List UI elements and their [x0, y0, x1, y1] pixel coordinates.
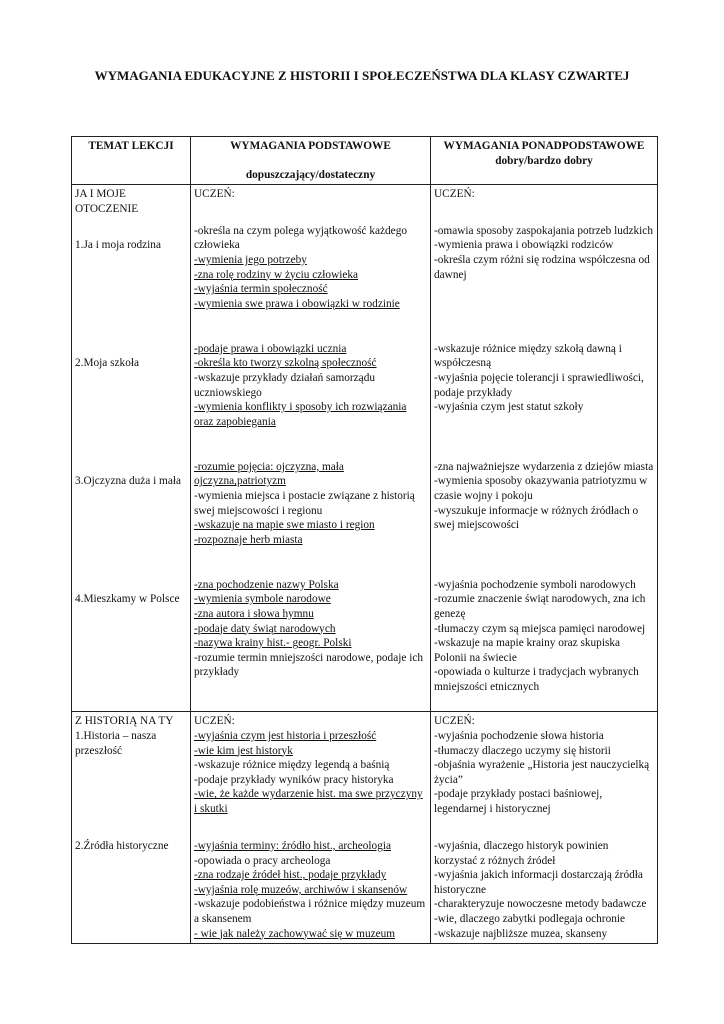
requirement-item: [434, 400, 654, 415]
requirement-item: [434, 504, 654, 533]
requirement-text: -wskazuje różnice między szkołą dawną i współczesną: [434, 342, 622, 370]
requirement-item: [194, 854, 427, 869]
section-title: Z HISTORIĄ NA TY: [75, 715, 174, 728]
requirement-text: -podaje prawa i obowiązki ucznia: [194, 342, 347, 355]
requirement-item: [434, 636, 654, 665]
requirement-text: -opowiada o kulturze i tradycjach wybranych mniejszości etnicznych: [434, 666, 639, 693]
extended-intro: UCZEŃ:: [434, 715, 475, 728]
requirement-text: -wymienia prawa i obowiązki rodziców: [434, 239, 614, 252]
section-title: JA I MOJE OTOCZENIE: [75, 188, 139, 215]
requirement-item: [434, 787, 654, 816]
requirement-item: [434, 371, 654, 400]
requirement-item: [194, 578, 427, 593]
requirement-text: - wie jak należy zachowywać się w muzeum: [194, 927, 396, 940]
basic-intro: UCZEŃ:: [194, 188, 235, 201]
topic-name: 4.Mieszkamy w Polsce: [75, 593, 180, 606]
requirement-item: [194, 927, 427, 942]
extended-topic-block: [434, 342, 654, 430]
extended-topic-block: [434, 729, 654, 817]
header-extended-grades: dobry/bardzo dobry: [495, 154, 593, 167]
requirement-item: [434, 912, 654, 927]
basic-topic-block: [194, 342, 427, 430]
requirement-text: -określa kto tworzy szkolną społeczność: [194, 357, 377, 370]
requirement-item: [194, 758, 427, 773]
requirement-text: -wskazuje przykłady działań samorządu uczniowskiego: [194, 371, 375, 399]
topic-name: 2.Moja szkoła: [75, 357, 140, 370]
requirement-item: [434, 474, 654, 503]
requirement-item: [434, 897, 654, 912]
requirement-text: -rozumie pojęcia: ojczyzna, mała ojczyzna,patriotyzm: [194, 460, 344, 488]
requirement-text: -określa na czym polega wyjątkowość każdego człowieka: [194, 224, 407, 252]
extended-intro: UCZEŃ:: [434, 188, 475, 201]
topic-block: [75, 474, 187, 562]
topic-block: [75, 729, 187, 817]
requirement-text: -wie, dlaczego zabytki podlegaja ochronie: [434, 912, 626, 925]
requirement-item: [194, 268, 427, 283]
header-topic: TEMAT LEKCJI: [72, 137, 191, 185]
requirement-item: [194, 282, 427, 297]
requirement-item: [194, 533, 427, 548]
requirement-text: -objaśnia wyrażenie „Historia jest nauczycielką życia”: [434, 759, 650, 786]
requirement-item: [434, 729, 654, 744]
requirement-text: -rozpoznaje herb miasta: [194, 533, 303, 546]
requirement-item: [434, 622, 654, 637]
requirement-text: -wymienia jego potrzeby: [194, 253, 307, 266]
header-basic-title: WYMAGANIA PODSTAWOWE: [230, 140, 391, 152]
requirement-item: [434, 927, 654, 942]
requirement-text: -wyjaśnia pochodzenie symboli narodowych: [434, 578, 636, 591]
requirement-text: -wskazuje najbliższe muzea, skanseny: [434, 927, 608, 940]
requirement-text: -wyjaśnia czym jest historia i przeszłość: [194, 729, 377, 742]
requirement-text: -wyjaśnia czym jest statut szkoły: [434, 401, 584, 414]
topic-name: 2.Źródła historyczne: [75, 839, 169, 852]
header-extended-title: WYMAGANIA PONADPODSTAWOWE: [443, 140, 645, 152]
requirement-item: [434, 460, 654, 475]
requirement-item: [434, 665, 654, 694]
requirement-text: -zna rolę rodziny w życiu człowieka: [194, 268, 359, 281]
requirement-item: [194, 253, 427, 268]
basic-requirements-cell: [191, 185, 431, 712]
requirement-text: -rozumie termin mniejszości narodowe, podaje ich przykłady: [194, 651, 423, 679]
requirement-text: -wymienia symbole narodowe: [194, 593, 331, 606]
requirement-item: [194, 592, 427, 607]
header-row: [72, 137, 658, 185]
requirement-item: [434, 758, 654, 787]
requirement-text: -podaje przykłady postaci baśniowej, legendarnej i historycznej: [434, 788, 603, 815]
requirement-text: -wymienia sposoby okazywania patriotyzmu w czasie wojny i pokoju: [434, 475, 648, 502]
requirement-text: -wie kim jest historyk: [194, 744, 293, 757]
requirement-text: -podaje daty świąt narodowych: [194, 622, 336, 635]
requirement-item: [434, 839, 654, 868]
topic-block: [75, 592, 187, 709]
requirement-text: -wskazuje na mapie krainy oraz skupiska Polonii na świecie: [434, 637, 621, 664]
requirement-item: [194, 636, 427, 651]
requirement-text: -wskazuje różnice między legendą a baśnią: [194, 759, 390, 772]
header-basic-grades: dopuszczający/dostateczny: [245, 168, 376, 181]
requirement-item: [194, 224, 427, 253]
basic-topic-block: [194, 729, 427, 817]
extended-topic-block: [434, 578, 654, 695]
requirement-item: [434, 578, 654, 593]
requirement-item: [194, 729, 427, 744]
topic-name: 1.Historia – nasza przeszłość: [75, 729, 157, 757]
requirement-item: [194, 897, 427, 926]
requirement-text: -wyszukuje informacje w różnych źródłach o swej miejscowości: [434, 504, 639, 532]
requirement-text: -wyjaśnia, dlaczego historyk powinien korzystać z różnych źródeł: [434, 839, 609, 867]
requirement-text: -wymienia konflikty i sposoby ich rozwiązania oraz zapobiegania: [194, 401, 407, 428]
requirement-item: [194, 400, 427, 429]
section-row: [72, 712, 658, 944]
topic-block: [75, 356, 187, 444]
requirement-item: [194, 489, 427, 518]
basic-requirements-cell: [191, 712, 431, 944]
section-row: [72, 185, 658, 712]
requirement-item: [194, 371, 427, 400]
requirement-item: [434, 224, 654, 239]
requirement-item: [194, 518, 427, 533]
requirement-text: -wskazuje na mapie swe miasto i region: [194, 519, 375, 532]
requirement-text: -wskazuje podobieństwa i różnice między muzeum a skansenem: [194, 898, 426, 925]
requirement-item: [434, 253, 654, 282]
extended-requirements-cell: [431, 712, 658, 944]
requirement-text: -zna pochodzenie nazwy Polska: [194, 578, 339, 591]
basic-intro: UCZEŃ:: [194, 715, 235, 728]
requirement-item: [434, 592, 654, 621]
requirement-text: -wymienia swe prawa i obowiązki w rodzinie: [194, 297, 400, 310]
basic-topic-block: [194, 578, 427, 695]
topic-cell: [72, 712, 191, 944]
requirement-text: -wymienia miejsca i postacie związane z historią swej miejscowości i regionu: [194, 489, 415, 517]
requirement-item: [194, 297, 427, 312]
topic-cell: [72, 185, 191, 712]
extended-requirements-cell: [431, 185, 658, 712]
requirement-text: -zna rodzaje źródeł hist., podaje przykłady: [194, 869, 387, 882]
topic-name: 3.Ojczyzna duża i mała: [75, 475, 182, 488]
requirement-text: -wyjaśnia pochodzenie słowa historia: [434, 729, 604, 742]
requirement-text: -rozumie znaczenie świąt narodowych, zna ich genezę: [434, 593, 646, 620]
requirement-text: -wie, że każde wydarzenie hist. ma swe przyczyny i skutki: [194, 788, 423, 815]
requirement-item: [194, 773, 427, 788]
requirements-table: [71, 136, 658, 944]
requirement-item: [194, 460, 427, 489]
requirement-item: [434, 744, 654, 759]
topic-name: 1.Ja i moja rodzina: [75, 239, 161, 252]
requirement-text: -tłumaczy dlaczego uczymy się historii: [434, 744, 611, 757]
requirement-item: [194, 868, 427, 883]
table-body: [72, 185, 658, 944]
requirement-item: [194, 356, 427, 371]
header-basic: [191, 137, 431, 185]
requirement-text: -zna najważniejsze wydarzenia z dziejów miasta: [434, 460, 654, 473]
requirement-item: [194, 744, 427, 759]
requirement-text: -wyjaśnia pojęcie tolerancji i sprawiedliwości, podaje przykłady: [434, 371, 644, 399]
extended-topic-block: [434, 224, 654, 312]
requirement-item: [434, 238, 654, 253]
requirement-text: -nazywa krainy hist.- geogr. Polski: [194, 637, 352, 650]
requirement-text: -wyjaśnia termin społeczność: [194, 283, 328, 296]
requirement-item: [194, 622, 427, 637]
requirement-text: -wyjaśnia terminy: źródło hist., archeologia: [194, 839, 392, 852]
requirement-text: -wyjaśnia jakich informacji dostarczają źródła historyczne: [434, 869, 643, 896]
document-title: WYMAGANIA EDUKACYJNE Z HISTORII I SPOŁECZEŃSTWA DLA KLASY CZWARTEJ: [94, 68, 630, 83]
requirement-text: -zna autora i słowa hymnu: [194, 607, 314, 620]
header-extended: [431, 137, 658, 185]
requirement-item: [194, 342, 427, 357]
basic-topic-block: [194, 839, 427, 941]
topic-block: [75, 839, 187, 941]
basic-topic-block: [194, 460, 427, 548]
requirement-item: [194, 787, 427, 816]
requirement-item: [194, 839, 427, 854]
requirement-text: -charakteryzuje nowoczesne metody badawcze: [434, 898, 647, 911]
requirement-text: -omawia sposoby zaspokajania potrzeb ludzkich: [434, 224, 653, 237]
requirement-text: -wyjaśnia rolę muzeów, archiwów i skansenów: [194, 883, 408, 896]
topic-block: [75, 238, 187, 326]
extended-topic-block: [434, 839, 654, 941]
requirement-item: [194, 883, 427, 898]
requirement-text: -opowiada o pracy archeologa: [194, 854, 331, 867]
requirement-text: -określa czym różni się rodzina współczesna od dawnej: [434, 253, 650, 281]
requirement-item: [194, 651, 427, 680]
extended-topic-block: [434, 460, 654, 548]
requirement-item: [434, 868, 654, 897]
requirement-item: [194, 607, 427, 622]
requirement-text: -podaje przykłady wyników pracy historyka: [194, 773, 394, 786]
requirement-text: -tłumaczy czym są miejsca pamięci narodowej: [434, 622, 646, 635]
requirement-item: [434, 342, 654, 371]
basic-topic-block: [194, 224, 427, 312]
